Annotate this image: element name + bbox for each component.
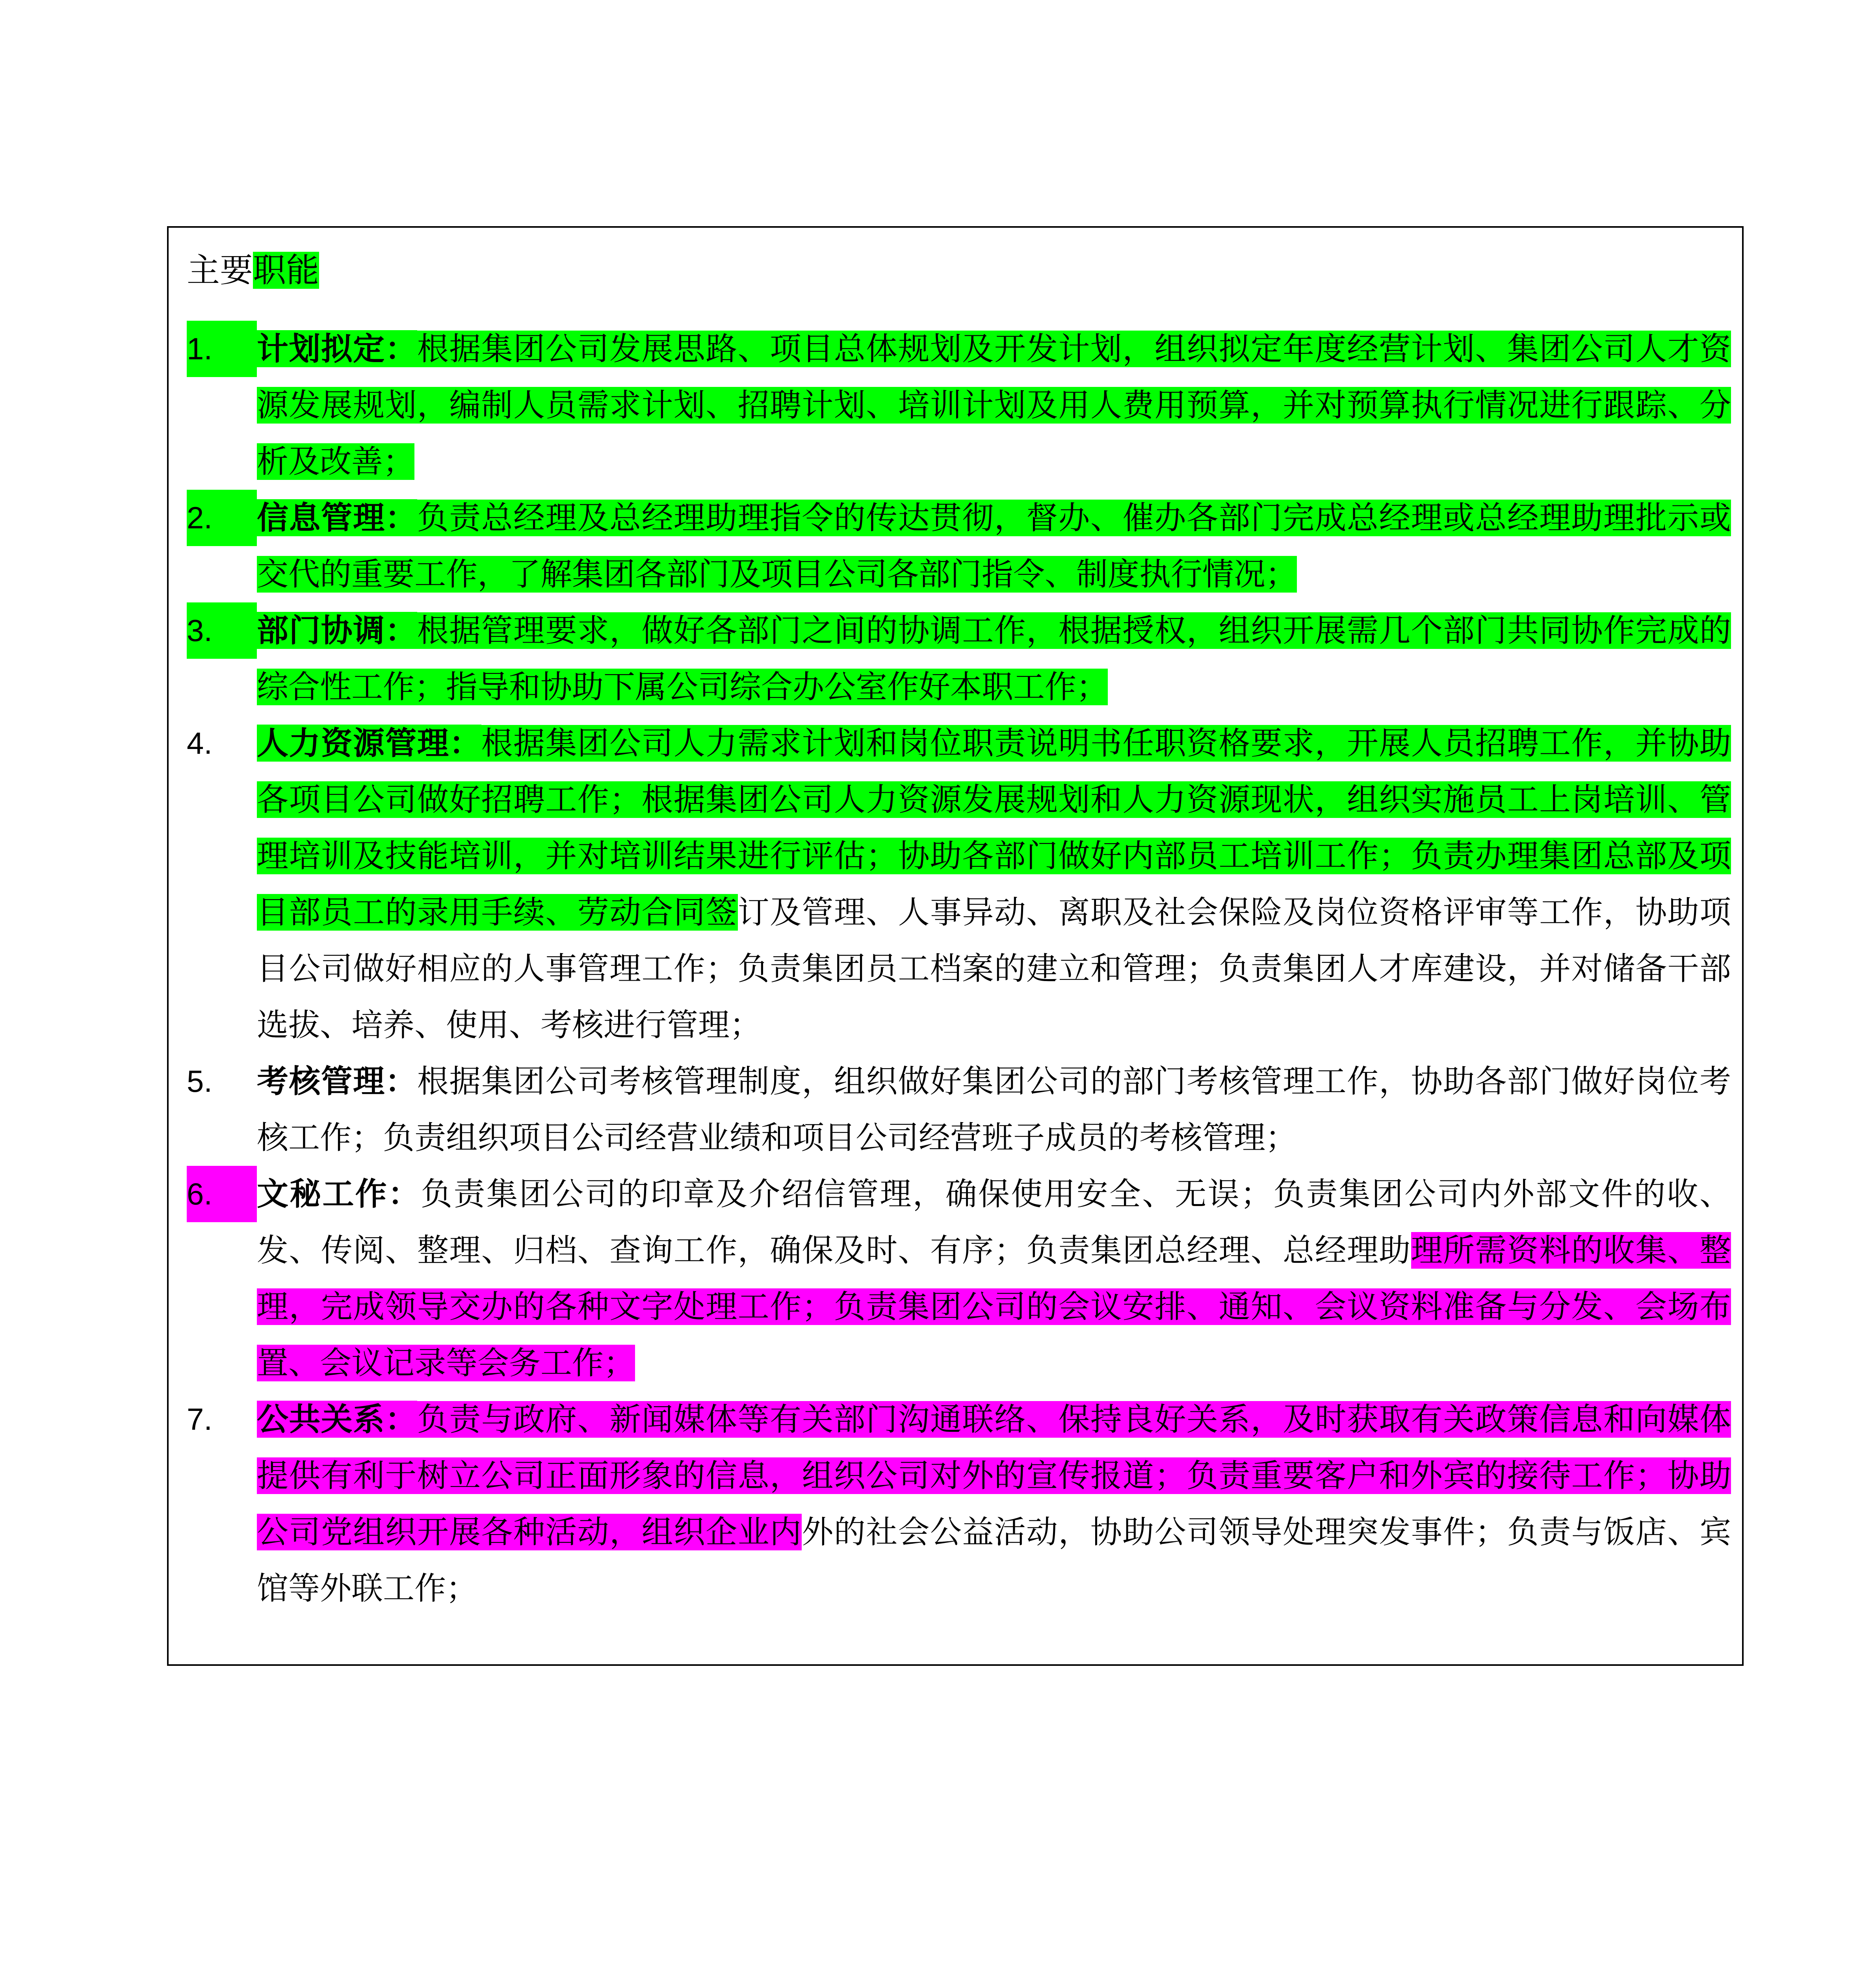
function-list xyxy=(187,321,1731,1617)
item-number: 2. xyxy=(187,490,257,546)
item-text xyxy=(257,321,1731,490)
item-body-plain: 负责集团公司的印章及介绍信管理，确保使用安全、无误；负责集团公司内外部文件的收、发、传阅、整理、归档、查询工作，确保及时、有序；负责集团总经理、总经理助 xyxy=(257,1176,1731,1269)
item-body-highlighted: 根据管理要求，做好各部门之间的协调工作，根据授权，组织开展需几个部门共同协作完成的综合性工作；指导和协助下属公司综合办公室作好本职工作； xyxy=(257,612,1731,705)
item-number: 4. xyxy=(187,726,213,760)
section-title xyxy=(187,248,319,292)
item-number: 5. xyxy=(187,1064,213,1098)
function-item-secretarial xyxy=(187,1166,1731,1391)
function-item-information xyxy=(187,490,1731,602)
item-text xyxy=(257,1166,1731,1391)
item-number: 7. xyxy=(187,1402,213,1437)
item-name: 文秘工作： xyxy=(257,1175,421,1212)
item-number: 3. xyxy=(187,602,257,659)
item-name: 考核管理： xyxy=(257,1063,417,1100)
item-body-highlighted: 根据集团公司人力需求计划和岗位职责说明书任职资格要求，开展人员招聘工作，并协助各项目公司做好招聘工作；根据集团公司人力资源发展规划和人力资源现状，组织实施员工上岗培训、管理培训及技能培训，并对培训结果进行评估；协助各部门做好内部员工培训工作；负责办理集团总部及项目部员工的录用手续、劳动合同签 xyxy=(257,725,1731,931)
function-item-public-relations xyxy=(187,1391,1731,1617)
function-item-planning xyxy=(187,321,1731,490)
item-body-highlighted: 负责总经理及总经理助理指令的传达贯彻，督办、催办各部门完成总经理或总经理助理批示或交代的重要工作，了解集团各部门及项目公司各部门指令、制度执行情况； xyxy=(257,500,1731,593)
item-body-highlighted: 负责与政府、新闻媒体等有关部门沟通联络、保持良好关系，及时获取有关政策信息和向媒体提供有利于树立公司正面形象的信息，组织公司对外的宣传报道；负责重要客户和外宾的接待工作；协助公司党组织开展各种活动，组织企业内 xyxy=(257,1401,1731,1550)
item-body-plain: 根据集团公司考核管理制度，组织做好集团公司的部门考核管理工作，协助各部门做好岗位考核工作；负责组织项目公司经营业绩和项目公司经营班子成员的考核管理； xyxy=(257,1063,1731,1156)
item-name: 部门协调： xyxy=(257,612,417,649)
item-text xyxy=(257,1391,1731,1617)
section-title-highlight: 职能 xyxy=(253,252,319,289)
item-text xyxy=(257,490,1731,602)
item-name: 信息管理： xyxy=(257,499,417,536)
item-number: 6. xyxy=(187,1166,257,1222)
function-item-hr xyxy=(187,715,1731,1053)
item-number: 1. xyxy=(187,321,257,377)
item-name: 计划拟定： xyxy=(257,330,417,367)
item-text xyxy=(257,602,1731,715)
functions-box xyxy=(167,226,1744,1666)
function-item-coordination xyxy=(187,602,1731,715)
item-text xyxy=(257,1053,1731,1166)
item-text xyxy=(257,715,1731,1053)
function-item-assessment xyxy=(187,1053,1731,1166)
item-body-highlighted: 理所需资料的收集、整理，完成领导交办的各种文字处理工作；负责集团公司的会议安排、通知、会议资料准备与分发、会场布置、会议记录等会务工作； xyxy=(257,1232,1731,1381)
item-body-plain: 订及管理、人事异动、离职及社会保险及岗位资格评审等工作，协助项目公司做好相应的人事管理工作；负责集团员工档案的建立和管理；负责集团人才库建设，并对储备干部选拔、培养、使用、考核进行管理； xyxy=(257,894,1731,1043)
section-title-plain: 主要 xyxy=(187,252,253,289)
item-name: 人力资源管理： xyxy=(257,725,481,762)
item-body-plain: 外的社会公益活动，协助公司领导处理突发事件；负责与饭店、宾馆等外联工作； xyxy=(257,1514,1731,1607)
item-body-highlighted: 根据集团公司发展思路、项目总体规划及开发计划，组织拟定年度经营计划、集团公司人才资源发展规划，编制人员需求计划、招聘计划、培训计划及用人费用预算，并对预算执行情况进行跟踪、分析及改善； xyxy=(257,331,1731,480)
item-name: 公共关系： xyxy=(257,1401,417,1438)
